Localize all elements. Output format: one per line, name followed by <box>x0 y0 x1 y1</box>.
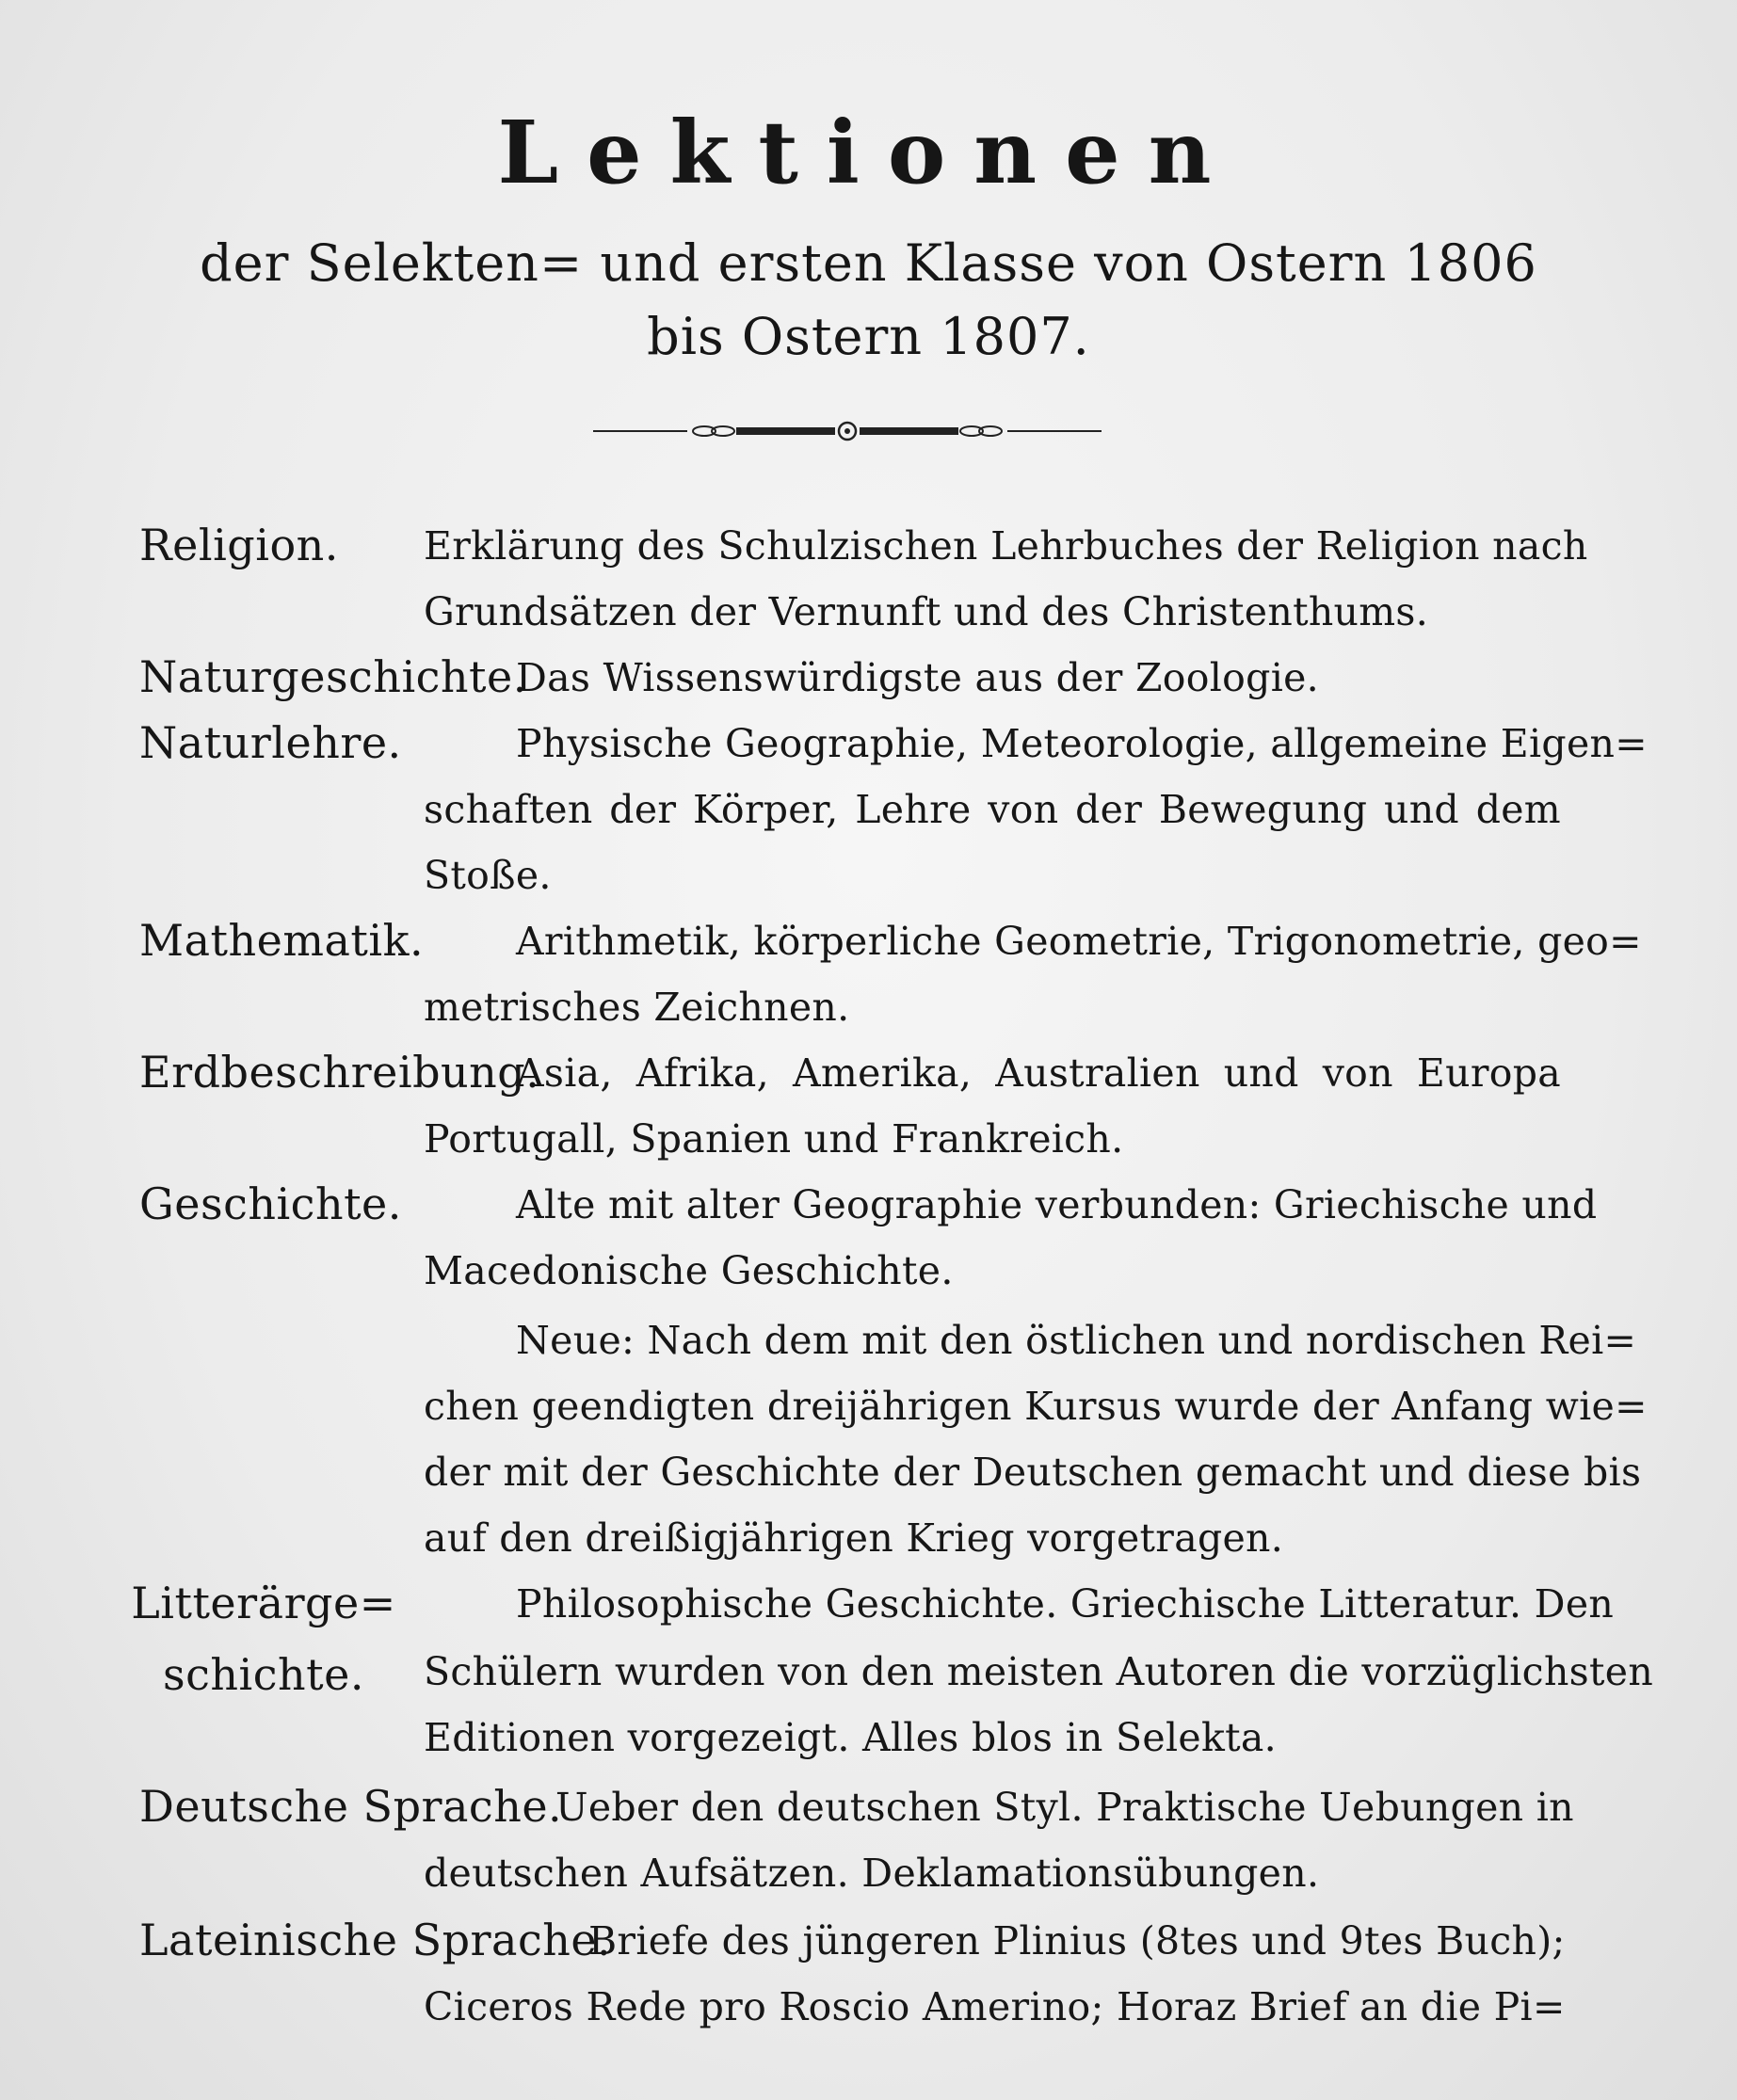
entry-label-litteraergeschichte-line-1: Litterärge= <box>131 1578 396 1628</box>
entry-text-geschichte-line-3: Neue: Nach dem mit den östlichen und nordischen Rei= <box>516 1318 1637 1363</box>
page-subtitle-line-1: der Selekten= und ersten Klasse von Ostern 1806 <box>200 233 1537 293</box>
entry-label-deutsche-sprache: Deutsche Sprache. <box>139 1781 563 1832</box>
entry-text-geschichte-line-5: der mit der Geschichte der Deutschen gemacht und diese bis <box>424 1450 1642 1495</box>
entry-text-naturlehre-line-3: Stoße. <box>424 853 552 898</box>
entry-text-geschichte-line-4: chen geendigten dreijährigen Kursus wurde der Anfang wie= <box>424 1384 1648 1429</box>
entry-text-litteraergeschichte-line-2: Schülern wurden von den meisten Autoren die vorzüglichsten <box>424 1649 1654 1694</box>
entry-text-lateinische-sprache-line-2: Ciceros Rede pro Roscio Amerino; Horaz Brief an die Pi= <box>424 1984 1566 2029</box>
entry-text-geschichte-line-1: Alte mit alter Geographie verbunden: Griechische und <box>516 1182 1598 1227</box>
entry-label-mathematik: Mathematik. <box>139 915 425 966</box>
entry-text-geschichte-line-2: Macedonische Geschichte. <box>424 1248 954 1293</box>
entry-text-religion-line-1: Erklärung des Schulzischen Lehrbuches der Religion nach <box>424 523 1588 569</box>
entry-text-deutsche-sprache-line-1: Ueber den deutschen Styl. Praktische Uebungen in <box>555 1785 1574 1830</box>
page-subtitle-line-2: bis Ostern 1807. <box>647 307 1090 366</box>
entry-label-geschichte: Geschichte. <box>139 1178 402 1229</box>
entry-text-geschichte-line-6: auf den dreißigjährigen Krieg vorgetragen. <box>424 1515 1284 1561</box>
entry-label-naturgeschichte: Naturgeschichte. <box>139 651 527 702</box>
entry-text-lateinische-sprache-line-1: Briefe des jüngeren Plinius (8tes und 9tes Buch); <box>588 1918 1566 1964</box>
entry-label-erdbeschreibung: Erdbeschreibung. <box>139 1047 540 1098</box>
entry-label-litteraergeschichte-line-2: schichte. <box>163 1649 364 1700</box>
entry-text-erdbeschreibung-line-2: Portugall, Spanien und Frankreich. <box>424 1116 1124 1162</box>
entry-text-litteraergeschichte-line-3: Editionen vorgezeigt. Alles blos in Selekta. <box>424 1715 1277 1760</box>
entry-label-lateinische-sprache: Lateinische Sprache. <box>139 1915 612 1965</box>
entry-text-naturgeschichte-line-1: Das Wissenswürdigste aus der Zoologie. <box>516 655 1320 700</box>
page-title: Lektionen <box>497 102 1240 203</box>
entry-text-erdbeschreibung-line-1: Asia, Afrika, Amerika, Australien und von Europa <box>516 1050 1561 1096</box>
entry-text-religion-line-2: Grundsätzen der Vernunft und des Christenthums. <box>424 589 1429 634</box>
entry-text-deutsche-sprache-line-2: deutschen Aufsätzen. Deklamationsübungen. <box>424 1851 1320 1896</box>
entry-text-naturlehre-line-1: Physische Geographie, Meteorologie, allgemeine Eigen= <box>516 721 1648 766</box>
entry-label-naturlehre: Naturlehre. <box>139 717 402 768</box>
entry-text-mathematik-line-2: metrisches Zeichnen. <box>424 985 850 1030</box>
entry-label-religion: Religion. <box>139 520 339 570</box>
entry-text-litteraergeschichte-line-1: Philosophische Geschichte. Griechische Litteratur. Den <box>516 1581 1615 1627</box>
entry-text-naturlehre-line-2: schaften der Körper, Lehre von der Bewegung und dem <box>424 787 1561 832</box>
entry-text-mathematik-line-1: Arithmetik, körperliche Geometrie, Trigonometrie, geo= <box>516 919 1642 964</box>
